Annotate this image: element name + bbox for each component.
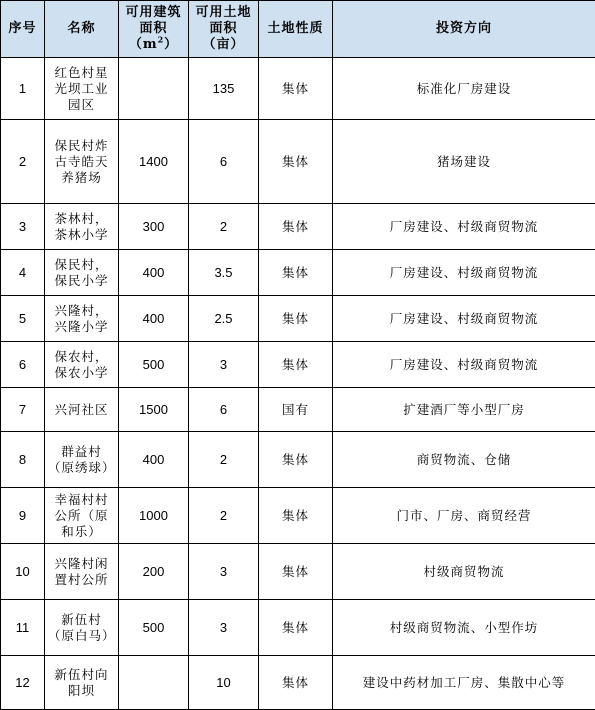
- table-row: [1, 342, 595, 388]
- cell-index: 5: [1, 296, 45, 342]
- cell-land-area: 3: [189, 342, 259, 388]
- cell-land-nature: 集体: [259, 250, 333, 296]
- cell-land-nature: 集体: [259, 58, 333, 120]
- cell-investment: 门市、厂房、商贸经营: [333, 488, 595, 544]
- cell-index: 12: [1, 656, 45, 710]
- table-row: [1, 600, 595, 656]
- cell-building-area: 300: [119, 204, 189, 250]
- cell-land-nature: 国有: [259, 388, 333, 432]
- cell-name: 保民村，保民小学: [45, 250, 119, 296]
- cell-land-nature: 集体: [259, 656, 333, 710]
- cell-land-area: 2.5: [189, 296, 259, 342]
- table-row: [1, 656, 595, 710]
- table-row: [1, 204, 595, 250]
- table-row: [1, 58, 595, 120]
- cell-index: 3: [1, 204, 45, 250]
- cell-name: 新伍村向阳坝: [45, 656, 119, 710]
- cell-building-area: [119, 58, 189, 120]
- header-name: 名称: [45, 1, 119, 58]
- table-row: [1, 296, 595, 342]
- table-row: [1, 544, 595, 600]
- cell-land-area: 3.5: [189, 250, 259, 296]
- cell-building-area: 400: [119, 432, 189, 488]
- header-land-area: 可用土地面积（亩）: [189, 1, 259, 58]
- cell-investment: 村级商贸物流: [333, 544, 595, 600]
- cell-land-area: 2: [189, 432, 259, 488]
- cell-name: 群益村（原绣球）: [45, 432, 119, 488]
- cell-name: 茶林村，茶林小学: [45, 204, 119, 250]
- cell-land-nature: 集体: [259, 120, 333, 204]
- header-index: 序号: [1, 1, 45, 58]
- cell-index: 2: [1, 120, 45, 204]
- cell-name: 兴隆村闲置村公所: [45, 544, 119, 600]
- cell-name: 保农村，保农小学: [45, 342, 119, 388]
- cell-index: 10: [1, 544, 45, 600]
- cell-land-nature: 集体: [259, 600, 333, 656]
- cell-land-area: 2: [189, 488, 259, 544]
- header-investment: 投资方向: [333, 1, 595, 58]
- cell-land-nature: 集体: [259, 204, 333, 250]
- cell-investment: 村级商贸物流、小型作坊: [333, 600, 595, 656]
- cell-name: 新伍村（原白马）: [45, 600, 119, 656]
- cell-land-nature: 集体: [259, 296, 333, 342]
- table-row: [1, 488, 595, 544]
- cell-building-area: [119, 656, 189, 710]
- cell-name: 兴河社区: [45, 388, 119, 432]
- cell-investment: 建设中药材加工厂房、集散中心等: [333, 656, 595, 710]
- cell-index: 8: [1, 432, 45, 488]
- cell-land-nature: 集体: [259, 488, 333, 544]
- header-land-nature: 土地性质: [259, 1, 333, 58]
- cell-index: 1: [1, 58, 45, 120]
- cell-building-area: 1500: [119, 388, 189, 432]
- cell-building-area: 500: [119, 600, 189, 656]
- table-row: [1, 432, 595, 488]
- cell-investment: 厂房建设、村级商贸物流: [333, 204, 595, 250]
- header-row: [1, 1, 595, 58]
- header-building-area-sup: 2: [158, 35, 165, 45]
- cell-land-nature: 集体: [259, 544, 333, 600]
- cell-land-area: 2: [189, 204, 259, 250]
- cell-land-area: 135: [189, 58, 259, 120]
- cell-investment: 标准化厂房建设: [333, 58, 595, 120]
- table-row: [1, 250, 595, 296]
- cell-building-area: 200: [119, 544, 189, 600]
- cell-land-area: 3: [189, 544, 259, 600]
- cell-index: 6: [1, 342, 45, 388]
- cell-land-nature: 集体: [259, 342, 333, 388]
- cell-index: 7: [1, 388, 45, 432]
- cell-investment: 厂房建设、村级商贸物流: [333, 296, 595, 342]
- cell-name: 兴隆村，兴隆小学: [45, 296, 119, 342]
- cell-index: 4: [1, 250, 45, 296]
- cell-investment: 猪场建设: [333, 120, 595, 204]
- cell-land-area: 10: [189, 656, 259, 710]
- header-building-area-text: 可用建筑面积（m: [125, 5, 181, 52]
- cell-building-area: 400: [119, 296, 189, 342]
- header-building-area: [119, 1, 189, 58]
- table-row: [1, 388, 595, 432]
- cell-name: 幸福村村公所（原和乐）: [45, 488, 119, 544]
- cell-building-area: 1000: [119, 488, 189, 544]
- cell-index: 11: [1, 600, 45, 656]
- cell-land-nature: 集体: [259, 432, 333, 488]
- cell-investment: 扩建酒厂等小型厂房: [333, 388, 595, 432]
- cell-building-area: 400: [119, 250, 189, 296]
- cell-investment: 厂房建设、村级商贸物流: [333, 342, 595, 388]
- cell-land-area: 6: [189, 120, 259, 204]
- table-row: [1, 120, 595, 204]
- cell-name: 保民村炸古寺皓天养猪场: [45, 120, 119, 204]
- cell-investment: 商贸物流、仓储: [333, 432, 595, 488]
- cell-building-area: 1400: [119, 120, 189, 204]
- cell-index: 9: [1, 488, 45, 544]
- header-building-area-close: ）: [164, 37, 178, 52]
- cell-land-area: 6: [189, 388, 259, 432]
- cell-name: 红色村星光坝工业园区: [45, 58, 119, 120]
- cell-land-area: 3: [189, 600, 259, 656]
- cell-building-area: 500: [119, 342, 189, 388]
- cell-investment: 厂房建设、村级商贸物流: [333, 250, 595, 296]
